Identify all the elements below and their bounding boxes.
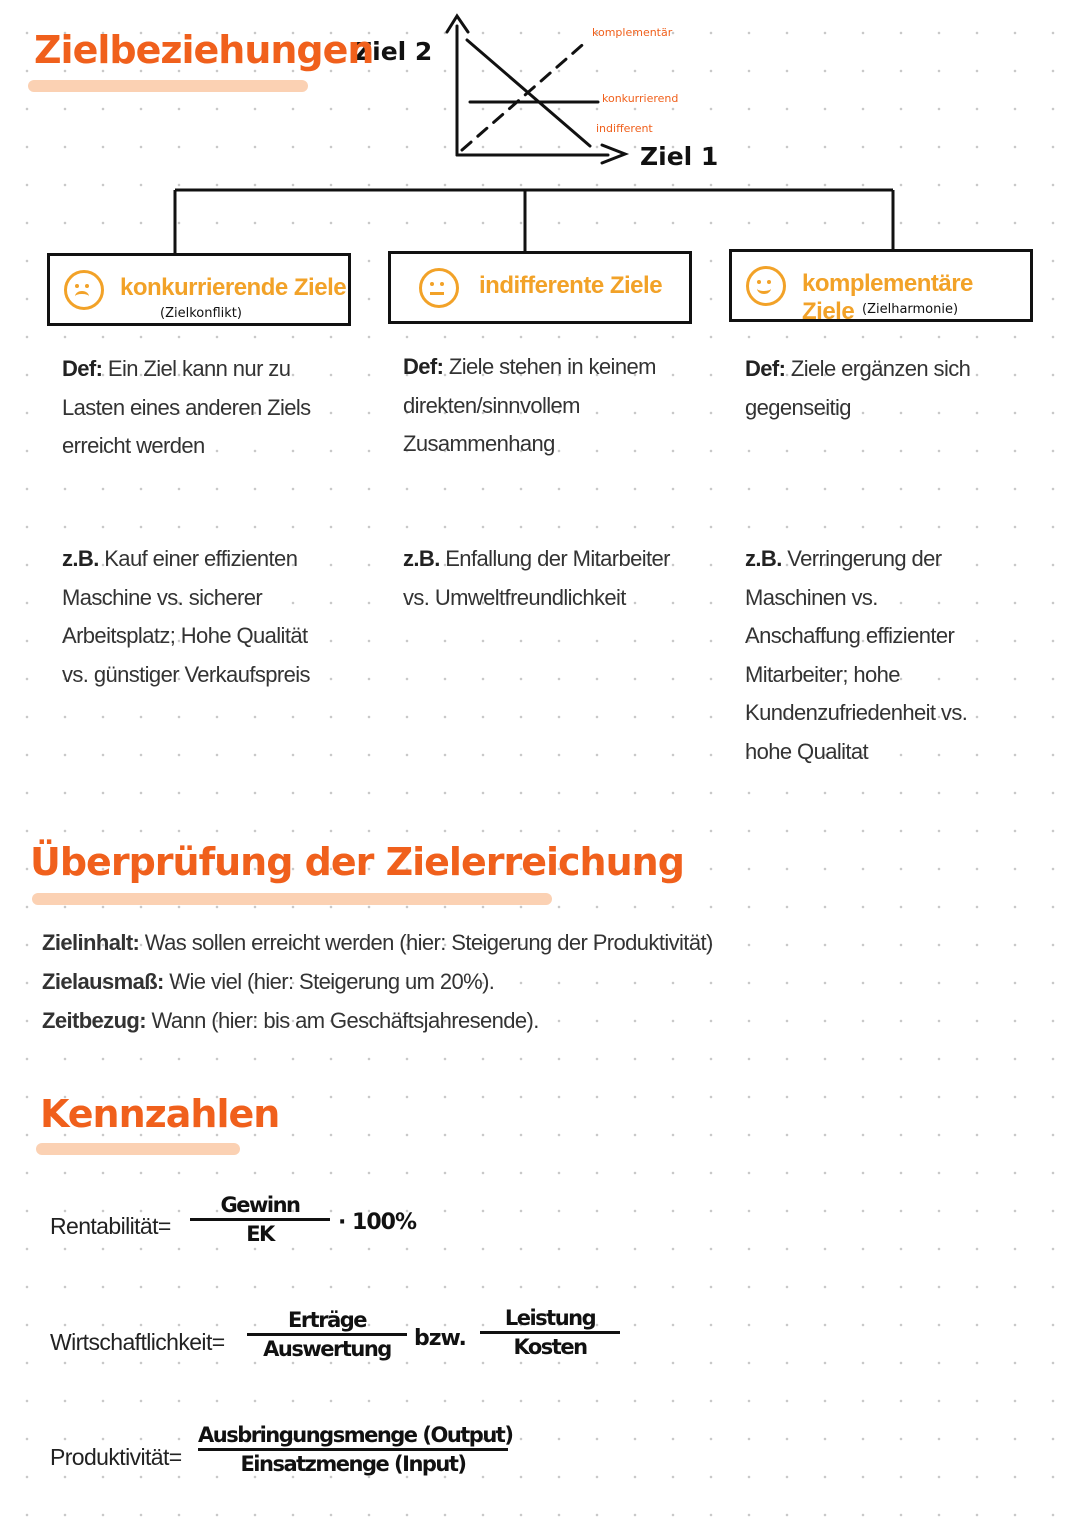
box-heading: indifferente Ziele (479, 272, 663, 299)
title-highlight (28, 80, 308, 92)
definition-komplementaer (745, 350, 985, 427)
wirtschaftlichkeit-fraction-1 (247, 1308, 407, 1361)
line-label: Zielausmaß: (42, 969, 164, 994)
def-text: Ein Ziel kann nur zu Lasten eines anderen Ziels erreicht werden (62, 356, 311, 458)
example-komplementaer (745, 540, 985, 771)
example-indifferent (403, 540, 683, 617)
numerator: Gewinn (220, 1193, 300, 1217)
happy-face-icon (746, 266, 786, 306)
label-konkurrierend: konkurrierend (602, 92, 679, 105)
rentabilitaet-fraction (190, 1193, 330, 1246)
label-indifferent: indifferent (596, 122, 653, 135)
section-title-ueberpruefung: Überprüfung der Zielerreichung (30, 840, 684, 884)
rentabilitaet-label: Rentabilität= (50, 1213, 171, 1239)
y-axis-label: Ziel 2 (354, 37, 433, 66)
x-axis-label: Ziel 1 (640, 142, 719, 171)
line-zielinhalt (42, 930, 713, 956)
line-label: Zielinhalt: (42, 930, 140, 955)
denominator: Kosten (513, 1335, 587, 1359)
produktivitaet-label: Produktivität= (50, 1444, 182, 1470)
numerator: Ausbringungsmenge (Output) (198, 1423, 513, 1447)
section-title-zielbeziehungen: Zielbeziehungen (34, 28, 374, 72)
numerator: Erträge (287, 1308, 367, 1332)
definition-indifferent (403, 348, 663, 464)
fraction-bar (480, 1331, 620, 1334)
box-subheading: (Zielharmonie) (862, 302, 959, 317)
label-komplementaer: komplementär (592, 26, 673, 39)
fraction-bar (198, 1448, 508, 1451)
def-label: Def: (62, 356, 103, 381)
fraction-bar (190, 1218, 330, 1221)
ex-label: z.B. (745, 546, 782, 571)
ex-text: Verringerung der Maschinen vs. Anschaffung effizienter Mitarbeiter; hohe Kundenzufriedenheit vs. hohe Qualitat (745, 546, 968, 764)
sad-face-icon (64, 270, 104, 310)
definition-konkurrierend (62, 350, 312, 466)
def-text: Ziele ergänzen sich gegenseitig (745, 356, 971, 420)
bzw-text: bzw. (414, 1326, 466, 1351)
neutral-face-icon (419, 268, 459, 308)
denominator: Auswertung (263, 1337, 391, 1361)
def-label: Def: (745, 356, 786, 381)
line-zeitbezug (42, 1008, 539, 1034)
line-text: Was sollen erreicht werden (hier: Steigerung der Produktivität) (139, 930, 713, 955)
title-highlight (36, 1143, 240, 1155)
line-text: Wie viel (hier: Steigerung um 20%). (163, 969, 495, 994)
wirtschaftlichkeit-label: Wirtschaftlichkeit= (50, 1329, 225, 1355)
ex-label: z.B. (62, 546, 99, 571)
box-konkurrierende-ziele (47, 253, 351, 326)
box-heading: konkurrierende Ziele (120, 274, 347, 301)
example-konkurrierend (62, 540, 312, 694)
box-komplementaere-ziele (729, 249, 1033, 325)
title-highlight (32, 893, 552, 905)
denominator: EK (246, 1222, 274, 1246)
numerator: Leistung (504, 1306, 596, 1330)
line-text: Wann (hier: bis am Geschäftsjahresende). (146, 1008, 539, 1033)
box-subheading: (Zielkonflikt) (160, 306, 242, 321)
section-title-kennzahlen: Kennzahlen (40, 1092, 280, 1136)
box-heading: komplementäre Ziele (802, 270, 973, 325)
ex-text: Kauf einer effizienten Maschine vs. sicherer Arbeitsplatz; Hohe Qualität vs. günstiger Verkaufspreis (62, 546, 310, 687)
line-label: Zeitbezug: (42, 1008, 146, 1033)
fraction-bar (247, 1333, 407, 1336)
box-indifferente-ziele (388, 251, 692, 324)
ex-text: Enfallung der Mitarbeiter vs. Umweltfreundlichkeit (403, 546, 670, 610)
def-text: Ziele stehen in keinem direkten/sinnvollem Zusammenhang (403, 354, 656, 456)
rentabilitaet-suffix: · 100% (338, 1210, 416, 1235)
def-label: Def: (403, 354, 444, 379)
wirtschaftlichkeit-fraction-2 (480, 1306, 620, 1359)
line-zielausmass (42, 969, 494, 995)
produktivitaet-fraction (198, 1423, 513, 1476)
ex-label: z.B. (403, 546, 440, 571)
denominator: Einsatzmenge (Input) (240, 1452, 466, 1476)
